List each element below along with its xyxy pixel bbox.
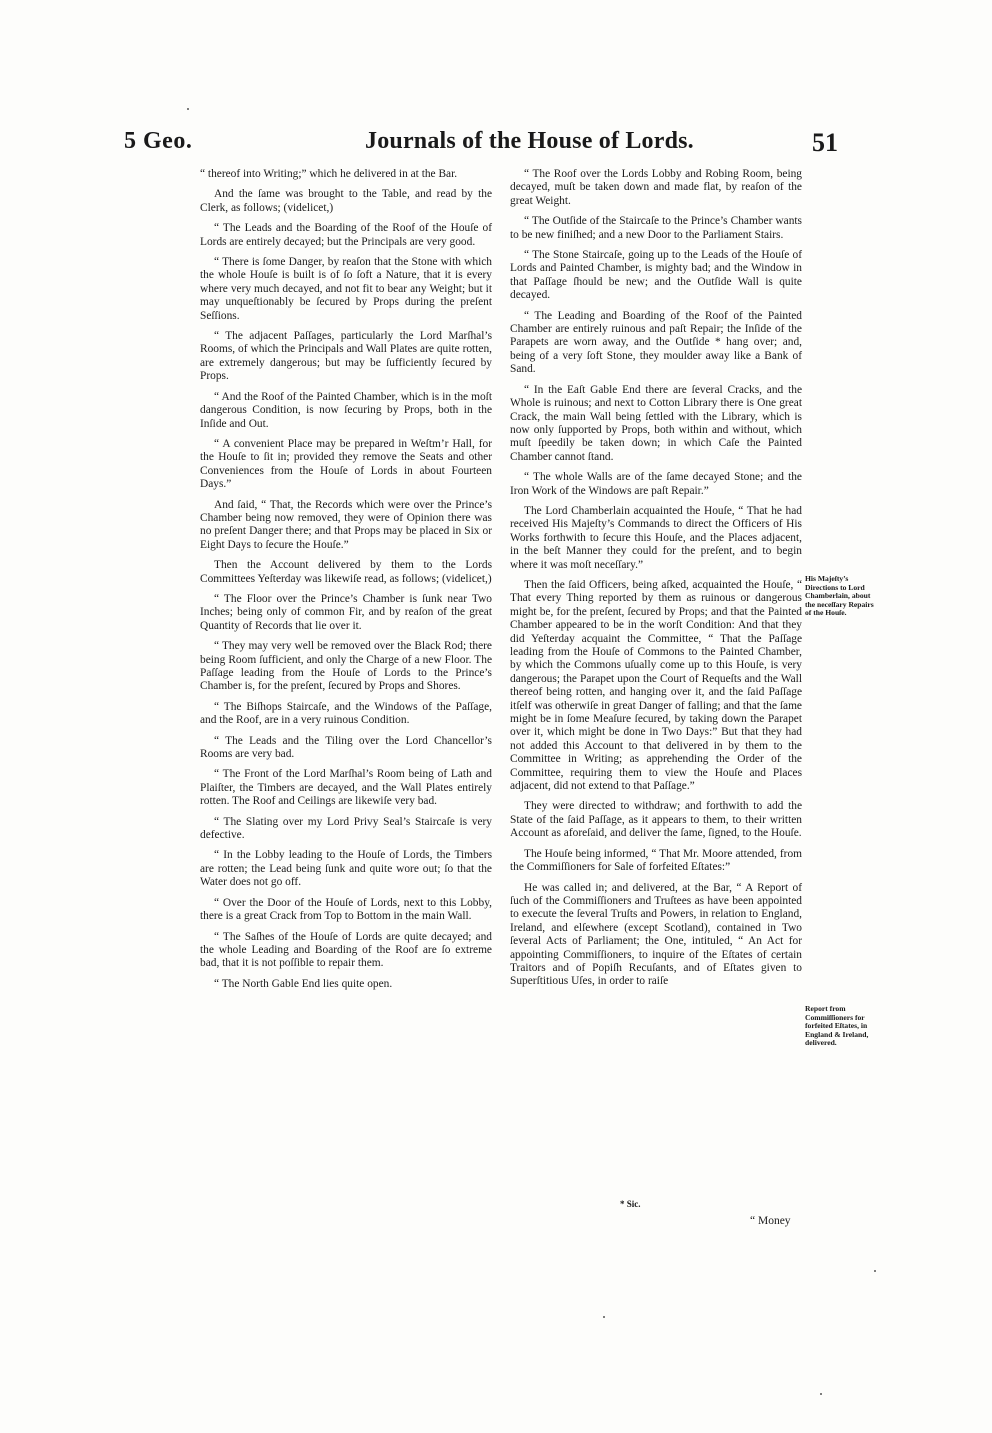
- margin-note-forfeited-estates: Report from Commiſſioners for forfeited Eſtates, in England & Ireland, delivered.: [805, 1004, 869, 1048]
- paragraph: “ The Leads and the Boarding of the Roof of the Houſe of Lords are entirely decayed; but the Principals are very good.: [200, 222, 492, 248]
- paragraph: “ The Leads and the Tiling over the Lord Chancellor’s Rooms are very bad.: [200, 734, 492, 761]
- footnote: * Sic.: [620, 1199, 641, 1209]
- paragraph: “ thereof into Writing;” which he delivered in at the Bar.: [200, 168, 458, 180]
- paragraph: “ A convenient Place may be prepared in Weſtm’r Hall, for the Houſe to ſit in; provided they remove the Seats and other Conveniences from the Houſe of Lords in about Fourteen Days.”: [200, 437, 492, 491]
- paragraph: Then the Account delivered by them to the Lords Committees Yeſterday was likewiſe read, as follows; (videlicet,): [200, 559, 492, 585]
- paragraph: “ The Saſhes of the Houſe of Lords are quite decayed; and the whole Leading and Boarding of the Roof are ſo extreme bad, that it is not poſſible to repair them.: [200, 930, 492, 970]
- paragraph: “ The Front of the Lord Marſhal’s Room being of Lath and Plaiſter, the Timbers are decayed, and the Wall Plates entirely rotten. The Roof and Ceilings are likewiſe very bad.: [200, 768, 492, 808]
- print-speck: [874, 1270, 876, 1272]
- paragraph: “ And the Roof of the Painted Chamber, which is in the moſt dangerous Condition, is now ſecuring by Props, both in the Inſide and Out.: [200, 390, 492, 430]
- paragraph: And the ſame was brought to the Table, and read by the Clerk, as follows; (videlicet,): [200, 188, 492, 214]
- paragraph: “ In the Eaſt Gable End there are ſeveral Cracks, and the Whole is ruinous; and next to Cotton Library there is One great Crack, the main Wall being ſettled with the Library, which is now only ſupported by Props, both within and without, which muſt ſpeedily be taken down; in which Caſe the Painted Chamber cannot ſtand.: [510, 383, 802, 463]
- paragraph: “ They may very well be removed over the Black Rod; there being Room ſufficient, and only the Charge of a new Floor. The Paſſage leading from the Houſe of Lords to the Prince’s Chamber is, for the preſent, ſecured by Props and Shores.: [200, 640, 492, 693]
- paragraph: “ The North Gable End lies quite open.: [214, 977, 393, 990]
- paragraph: “ There is ſome Danger, by reaſon that the Stone with which the whole Houſe is built is of ſo ſoft a Nature, that it is every where very much decayed, and not fit to bear any Weight; but it may unqueſtionably be ſecured by Props during the preſent Seſſions.: [200, 256, 492, 322]
- paragraph: And ſaid, “ That, the Records which were over the Prince’s Chamber being now removed, they were of Opinion there was no preſent Danger there; and that Props may be placed in Six or Eight Days to ſecure the Houſe.”: [200, 498, 492, 551]
- paragraph: They were directed to withdraw; and forthwith to add the State of the ſaid Paſſage, as it appears to them, to their written Account as aforeſaid, and deliver the ſame, ſigned, to the Houſe.: [510, 800, 802, 840]
- catchword: “ Money: [750, 1215, 791, 1227]
- left-column: [200, 168, 492, 991]
- paragraph: “ The Stone Staircaſe, going up to the Leads of the Houſe of Lords and Painted Chamber, is mighty bad; and the Window in that Paſſage ſhould be new; and the Outſide Wall is quite decayed.: [510, 249, 802, 302]
- paragraph: “ The Leading and Boarding of the Roof of the Painted Chamber are entirely ruinous and paſt Repair; the Inſide of the Parapets are worn away, and the Outſide * hang over; and, being of a very ſoft Stone, they moulder away like a Bank of Sand.: [510, 309, 802, 376]
- paragraph: “ The Floor over the Prince’s Chamber is ſunk near Two Inches; being only of common Fir, and by reaſon of the great Quantity of Records that lie over it.: [200, 592, 492, 632]
- paragraph: “ The Slating over my Lord Privy Seal’s Staircaſe is very defective.: [200, 815, 492, 842]
- print-speck: [603, 1316, 605, 1318]
- paragraph: “ The whole Walls are of the ſame decayed Stone; and the Iron Work of the Windows are paſt Repair.”: [510, 471, 802, 497]
- print-speck: [187, 108, 189, 110]
- paragraph: “ The adjacent Paſſages, particularly the Lord Marſhal’s Rooms, of which the Principals and Wall Plates are quite rotten, are extremely dangerous; but may be ſufficiently ſecured by Props.: [200, 330, 492, 383]
- paragraph: “ In the Lobby leading to the Houſe of Lords, the Timbers are rotten; the Lead being ſunk and quite wore out; ſo that the Water does not go off.: [200, 849, 492, 889]
- paragraph: “ The Biſhops Staircaſe, and the Windows of the Paſſage, and the Roof, are in a very ruinous Condition.: [200, 700, 492, 727]
- print-speck: [820, 1393, 822, 1395]
- margin-note-lord-chamberlain: His Majeſty’s Directions to Lord Chamberlain, about the neceſſary Repairs of the Houſe.: [805, 574, 874, 618]
- page-number: 51: [812, 128, 838, 157]
- journal-title: Journals of the House of Lords.: [365, 128, 694, 154]
- paragraph: He was called in; and delivered, at the Bar, “ A Report of ſuch of the Commiſſioners and Truſtees as have been appointed to execute the ſeveral Truſts and Powers, in relation to England, Ireland, and elſewhere (except Scotland), contained in Two ſeveral Acts of Parliament; the One, intituled, “ An Act for appointing Commiſſioners, to inquire of the Eſtates of certain Traitors and of Popiſh Recuſants, and of Eſtates given to Superſtitious Uſes, in order to raiſe: [510, 881, 802, 988]
- paragraph: “ Over the Door of the Houſe of Lords, next to this Lobby, there is a great Crack from Top to Bottom in the main Wall.: [200, 896, 492, 923]
- regnal-year: 5 Geo.: [124, 128, 193, 154]
- paragraph: The Lord Chamberlain acquainted the Houſe, “ That he had received His Majeſty’s Commands to direct the Officers of His Works forthwith to ſecure this Houſe, and the Places adjacent, in the beſt Manner they could for the preſent, and to begin where it was moſt neceſſary.”: [510, 504, 802, 571]
- right-column: [510, 168, 802, 989]
- paragraph: Then the ſaid Officers, being aſked, acquainted the Houſe, “ That every Thing reported by them as ruinous or dangerous might be, for the preſent, ſecured by Props; and that the Painted Chamber appeared to be in the worſt Condition: And that they did Yeſterday acquaint the Committee, “ That the Paſſage leading from the Houſe of Commons to the Painted Chamber, by which the Commons uſually come up to this Houſe, is very dangerous; the Parapet upon the Court of Requeſts and the Wall thereof being rotten, and hanging over it, and the ſaid Paſſage itſelf was otherwiſe in great Danger of falling; and that the ſame might be in ſome Meaſure ſecured, by taking down the Parapet over it, which might be done in Two Days:” But that they had not added this Account to that delivered in by them to the Committee in Writing; as apprehending the Order of the Committee, requiring them to view the Houſe and Places adjacent, did not extend to that Paſſage.”: [510, 578, 802, 793]
- paragraph: “ The Outſide of the Staircaſe to the Prince’s Chamber wants to be new finiſhed; and a new Door to the Parliament Stairs.: [510, 215, 802, 241]
- running-header: [0, 128, 992, 168]
- paragraph: The Houſe being informed, “ That Mr. Moore attended, from the Commiſſioners for Sale of forfeited Eſtates:”: [510, 847, 802, 874]
- paragraph: “ The Roof over the Lords Lobby and Robing Room, being decayed, muſt be taken down and made flat, by reaſon of the great Weight.: [510, 168, 802, 207]
